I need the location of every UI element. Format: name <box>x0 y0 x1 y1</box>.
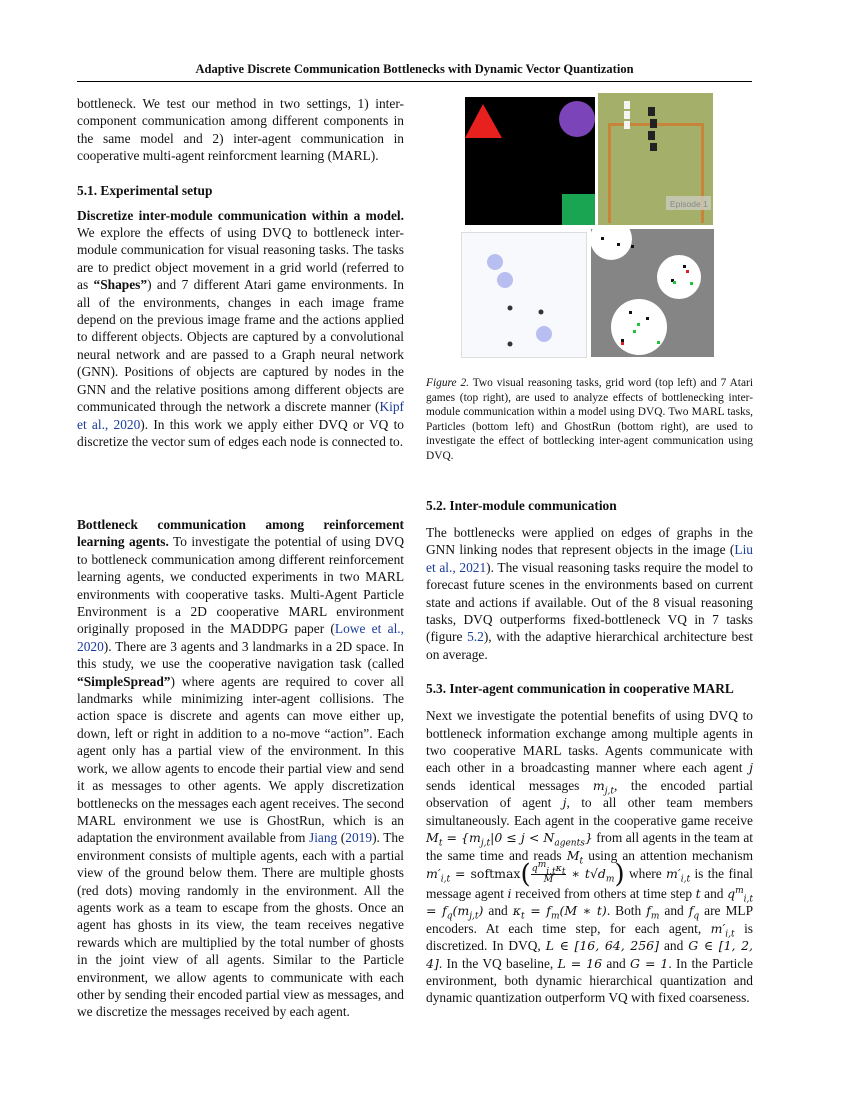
paragraph-marl-agents: Bottleneck communication among reinforcement learning agents. To investigate the potential of using DVQ to bottleneck communication among different reinforcement learning agents, we conducted experiments in two MARL environments with cooperative tasks. Multi-Agent Particle Environment is a 2D cooperative MARL environment originally proposed in the MADDPG paper (Lowe et al., 2020). There are 3 agents and 3 landmarks in a 2D space. In this study, we use the cooperative navigation task (called “SimpleSpread”) where agents are required to cover all landmarks while minimizing inter-agent collisions. The action space is discrete and agents can move either up, down, left or right in addition to a no-move “action”. Each agent only has a partial view of the environment. In this work, we allow agents to encode their partial view and send it as messages to other agents. We apply discretization bottlenecks on the messages each agent receives. The second MARL environment we use is GhostRun, which is an adaptation the environment available from Jiang (2019). The environment consists of multiple agents, each with a partial view of the ground below them. There are multiple ghosts (red dots) moving randomly in the environment. All the agents work as a team to escape from the ghosts. Once an agent has ghosts in its view, the team receives negative rewards which are multiplied by the total number of ghosts in the joint view of all agents. Similar to the Particle environment, we allow agents to communicate with each other by sending their encoded partial view as messages, and we discretize the messages received by each agent. <box>77 517 405 1020</box>
ghost-red-dot <box>686 270 689 273</box>
figure-ref-link[interactable]: 5.2 <box>467 629 484 645</box>
left-column <box>77 95 404 450</box>
landmark <box>536 326 552 342</box>
agent-view <box>591 229 632 260</box>
landmark <box>497 272 513 288</box>
ghost-red-dot <box>621 342 624 345</box>
citation-link[interactable]: Liu et al., 2021 <box>426 542 753 575</box>
citation-link[interactable]: Jiang <box>308 830 338 846</box>
intro-paragraph: bottleneck. We test our method in two settings, 1) inter-component communication among different components in the same model and 2) inter-agent communication in cooperative multi-agent reinforcment learning (MARL). <box>77 96 404 164</box>
atari-score-digits <box>624 101 630 129</box>
agent-dot <box>508 306 513 311</box>
agent-green-dot <box>673 281 676 284</box>
particles-image <box>462 233 586 357</box>
agent-green-dot <box>637 323 640 326</box>
atari-score-digits-dark <box>648 107 657 151</box>
section-5-1-heading: 5.1. Experimental setup <box>77 182 213 198</box>
paragraph-lead: Bottleneck communication among reinforcement learning agents. <box>77 517 404 550</box>
left-column-lower <box>77 516 404 1021</box>
figure-caption: Figure 2. Two visual reasoning tasks, grid word (top left) and 7 Atari games (top right), are used to analyze effects of bottlenecking inter-module communication within a model using DVQ. Two MARL tasks, Particles (bottom left) and GhostRun (bottom right), are used to investigate the effect of bottlecking inter-agent communication using DVQ. <box>426 377 753 462</box>
particles-panel <box>461 232 587 358</box>
episode-label: Episode 1 <box>670 199 708 209</box>
agent-view <box>657 255 701 299</box>
paragraph-inter-module-results: The bottlenecks were applied on edges of graphs in the GNN linking nodes that represent objects in the image (Liu et al., 2021). The visual reasoning tasks require the model to forecast future scenes in the environments based on current state and actions if available. Out of the 8 visual reasoning tasks, DVQ outperforms fixed-bottleneck VQ in 7 tasks (figure 5.2), with the adaptive hierarchical architecture best on average. <box>426 525 754 662</box>
agent-dot <box>508 342 513 347</box>
purple-circle <box>559 101 595 137</box>
figure-label: Figure 2. <box>426 377 470 389</box>
paragraph-inter-module: Discretize inter-module communication within a model. We explore the effects of using DVQ to bottleneck inter-module communication for visual reasoning tasks. The tasks are to predict object movement in a grid world (referred to as “Shapes”) and 7 different Atari game environments. In all of the environments, changes in each image frame depend on the previous image frame and the actions applied to different objects. Objects are captured by a convolutional neural network and are passed to a Graph neural network (GNN). Positions of objects are captured by nodes in the GNN and the relative positions among different objects are communicated through the network a discrete manner (Kipf et al., 2020). In this work we apply either DVQ or VQ to discretize the vector sum of edges each node is connected to. <box>77 207 404 449</box>
shapes-image <box>465 97 595 225</box>
ghostrun-panel <box>591 229 714 357</box>
atari-panel <box>598 93 713 225</box>
ghostrun-image <box>591 229 714 357</box>
section-5-3-heading: 5.3. Inter-agent communication in cooperative MARL <box>426 681 734 697</box>
atari-wall <box>608 123 611 223</box>
shapes-panel <box>465 97 595 225</box>
agent-green-dot <box>633 330 636 333</box>
atari-image <box>598 93 713 225</box>
agent-green-dot <box>657 341 660 344</box>
paragraph-lead: Discretize inter-module communication within a model. <box>77 207 404 223</box>
agent-green-dot <box>690 282 693 285</box>
red-triangle <box>465 104 502 138</box>
agent-dot <box>539 310 544 315</box>
citation-link[interactable]: 2019 <box>345 830 373 846</box>
section-5-2-heading: 5.2. Inter-module communication <box>426 498 617 513</box>
running-header: Adaptive Discrete Communication Bottlenecks with Dynamic Vector Quantization <box>77 62 752 82</box>
agent-view <box>611 299 667 355</box>
citation-link[interactable]: Kipf et al., 2020 <box>77 399 404 432</box>
figure-caption-block <box>426 376 753 464</box>
right-column <box>426 497 753 1007</box>
citation-link[interactable]: Lowe et al., 2020 <box>77 621 404 654</box>
paragraph-inter-agent: Next we investigate the potential benefits of using DVQ to bottleneck information exchange among multiple agents in two cooperative MARL tasks. Agents communicate with each other in a broadcasting manner where each agent j sends identical messages $m_{j,t}$, the encoded partial observation of agent j, to all other team members simultaneously. Each agent in the cooperative game receive $M_t = \{m_{j,t}|0 \le j < N_{agents}\}$ from all agents in the team at the same time and reads $M_t$ using an attention mechanism $m'_{i,t}$ = softmax( $\frac{q^m_{i,t}\kappa_t}{M}$ ∗ $t√d_m$) where $m'_{i,t}$ is the final message agent i received from others at time step t and $q^m_{i,t} = f_q(m_{j,t})$ and $\kappa_t = f_m(M$ ∗ t). Both $f_m$ and $f_q$ are MLP encoders. At each time step, for each agent, $m'_{i,t}$ is discretized. In DVQ, L ∈ [16, 64, 256] and G ∈ [1, 2, 4]. In the VQ baseline, L = 16 and G = 1. In the Particle environment, both dynamic hierarchical quantization and dynamic quantization outperform VQ with fixed coarseness. <box>426 708 754 1006</box>
landmark <box>487 254 503 270</box>
green-square <box>562 194 595 225</box>
